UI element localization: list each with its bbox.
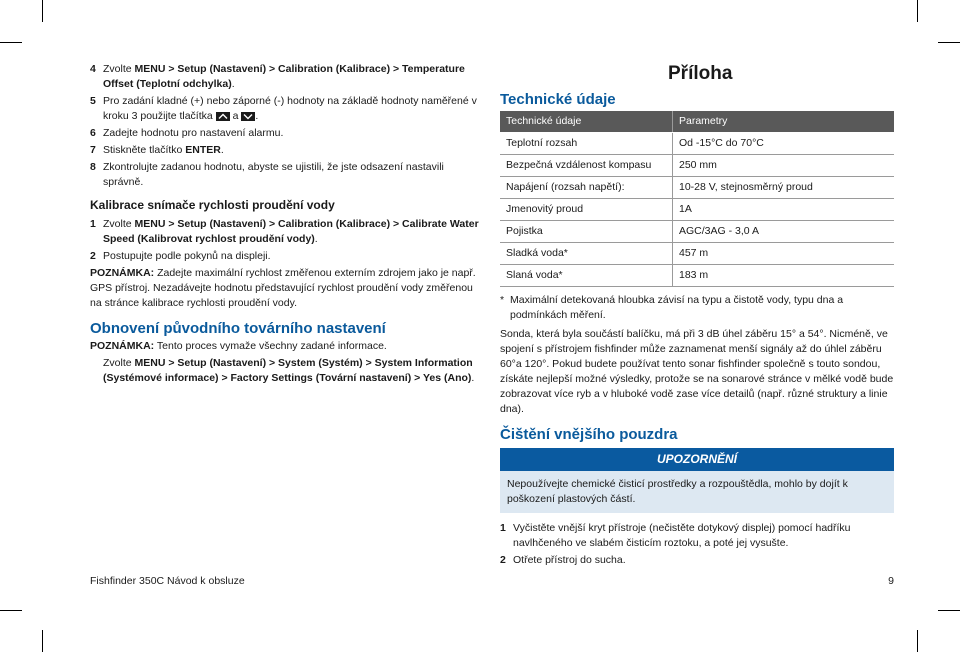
depth-footnote: * Maximální detekovaná hloubka závisí na typu a čistotě vody, typu dna a podmínkách měření. — [500, 294, 844, 321]
step-4: 4 Zvolte MENU > Setup (Nastavení) > Calibration (Kalibrace) > Temperature Offset (Teplotní odchylka). — [90, 63, 465, 90]
arrow-up-key-icon — [216, 112, 230, 121]
table-row: Bezpečná vzdálenost kompasu 250 mm — [500, 155, 894, 177]
footer-title: Fishfinder 350C Návod k obsluze — [90, 575, 245, 587]
crop-mark — [917, 0, 918, 22]
warning-title: UPOZORNĚNÍ — [500, 448, 894, 471]
step-7: 7 Stiskněte tlačítko ENTER. — [90, 144, 224, 156]
speed-note: POZNÁMKA: Zadejte maximální rychlost změřenou externím zdrojem jako je např. GPS přístroj. Nezadávejte hodnotu představující rychlost proudění vody změřenou na stránce kalibrace rychlosti proudění vody. — [90, 267, 476, 309]
speed-step-2: 2 Postupujte podle pokynů na displeji. — [90, 250, 271, 262]
step-5: 5 Pro zadání kladné (+) nebo záporné (-) hodnoty na základě hodnoty naměřené v kroku 3 použijte tlačítka a . — [90, 95, 477, 122]
crop-mark — [938, 42, 960, 43]
warning-text: Nepoužívejte chemické čisticí prostředky a rozpouštědla, mohlo by dojít k poškození plastových částí. — [500, 471, 894, 513]
arrow-down-key-icon — [241, 112, 255, 121]
table-header-cell: Parametry — [673, 111, 895, 133]
crop-mark — [42, 630, 43, 652]
crop-mark — [938, 610, 960, 611]
spec-table — [500, 111, 894, 287]
factory-instruction: Zvolte MENU > Setup (Nastavení) > System (Systém) > System Information (Systémové informace) > Factory Settings (Tovární nastavení) > Yes (Ano). — [103, 357, 475, 384]
speed-calibration-heading: Kalibrace snímače rychlosti proudění vody — [90, 198, 335, 212]
table-row: Jmenovitý proud 1A — [500, 199, 894, 221]
table-row: Napájení (rozsah napětí): 10-28 V, stejnosměrný proud — [500, 177, 894, 199]
crop-mark — [42, 0, 43, 22]
table-header-row — [500, 111, 894, 133]
step-8: 8 Zkontrolujte zadanou hodnotu, abyste se ujistili, že jste odsazení nastavili správně. — [90, 161, 444, 188]
clean-step-1: 1 Vyčistěte vnější kryt přístroje (nečistěte dotykový displej) pomocí hadříku navlhčeného ve slabém čisticím roztoku, a poté jej vysušte. — [500, 522, 851, 549]
table-row: Pojistka AGC/3AG - 3,0 A — [500, 221, 894, 243]
crop-mark — [0, 42, 22, 43]
spec-heading: Technické údaje — [500, 91, 616, 108]
crop-mark — [0, 610, 22, 611]
page-number: 9 — [888, 575, 894, 587]
speed-step-1: 1 Zvolte MENU > Setup (Nastavení) > Calibration (Kalibrace) > Calibrate Water Speed (Kalibrovat rychlost proudění vody). — [90, 218, 479, 245]
appendix-title: Příloha — [668, 63, 733, 84]
step-6: 6 Zadejte hodnotu pro nastavení alarmu. — [90, 127, 284, 139]
table-row: Slaná voda* 183 m — [500, 265, 894, 287]
factory-note: POZNÁMKA: Tento proces vymaže všechny zadané informace. — [90, 340, 387, 352]
crop-mark — [917, 630, 918, 652]
cleaning-heading: Čištění vnějšího pouzdra — [500, 426, 678, 443]
clean-step-2: 2 Otřete přístroj do sucha. — [500, 554, 626, 566]
left-column — [90, 62, 482, 388]
table-header-cell: Technické údaje — [500, 111, 673, 133]
factory-reset-heading: Obnovení původního továrního nastavení — [90, 320, 386, 337]
sonar-paragraph: Sonda, která byla součástí balíčku, má při 3 dB úhel záběru 15° a 54°. Nicméně, ve spojení s přístrojem fishfinder může zaznamenat menší signály až do úhlel záběru 60°a 120°. Pokud budete používat tento sonar fishfinder společně s touto sondou, získáte nejlepší možné výsledky, protože se na sonarové stránce v mělké vodě bude zobrazovat více ryb a v hluboké vodě zase více detailů (např. různé struktury a linie dna). — [500, 328, 894, 415]
table-row: Sladká voda* 457 m — [500, 243, 894, 265]
right-column — [500, 92, 894, 570]
table-row: Teplotní rozsah Od -15°C do 70°C — [500, 133, 894, 155]
